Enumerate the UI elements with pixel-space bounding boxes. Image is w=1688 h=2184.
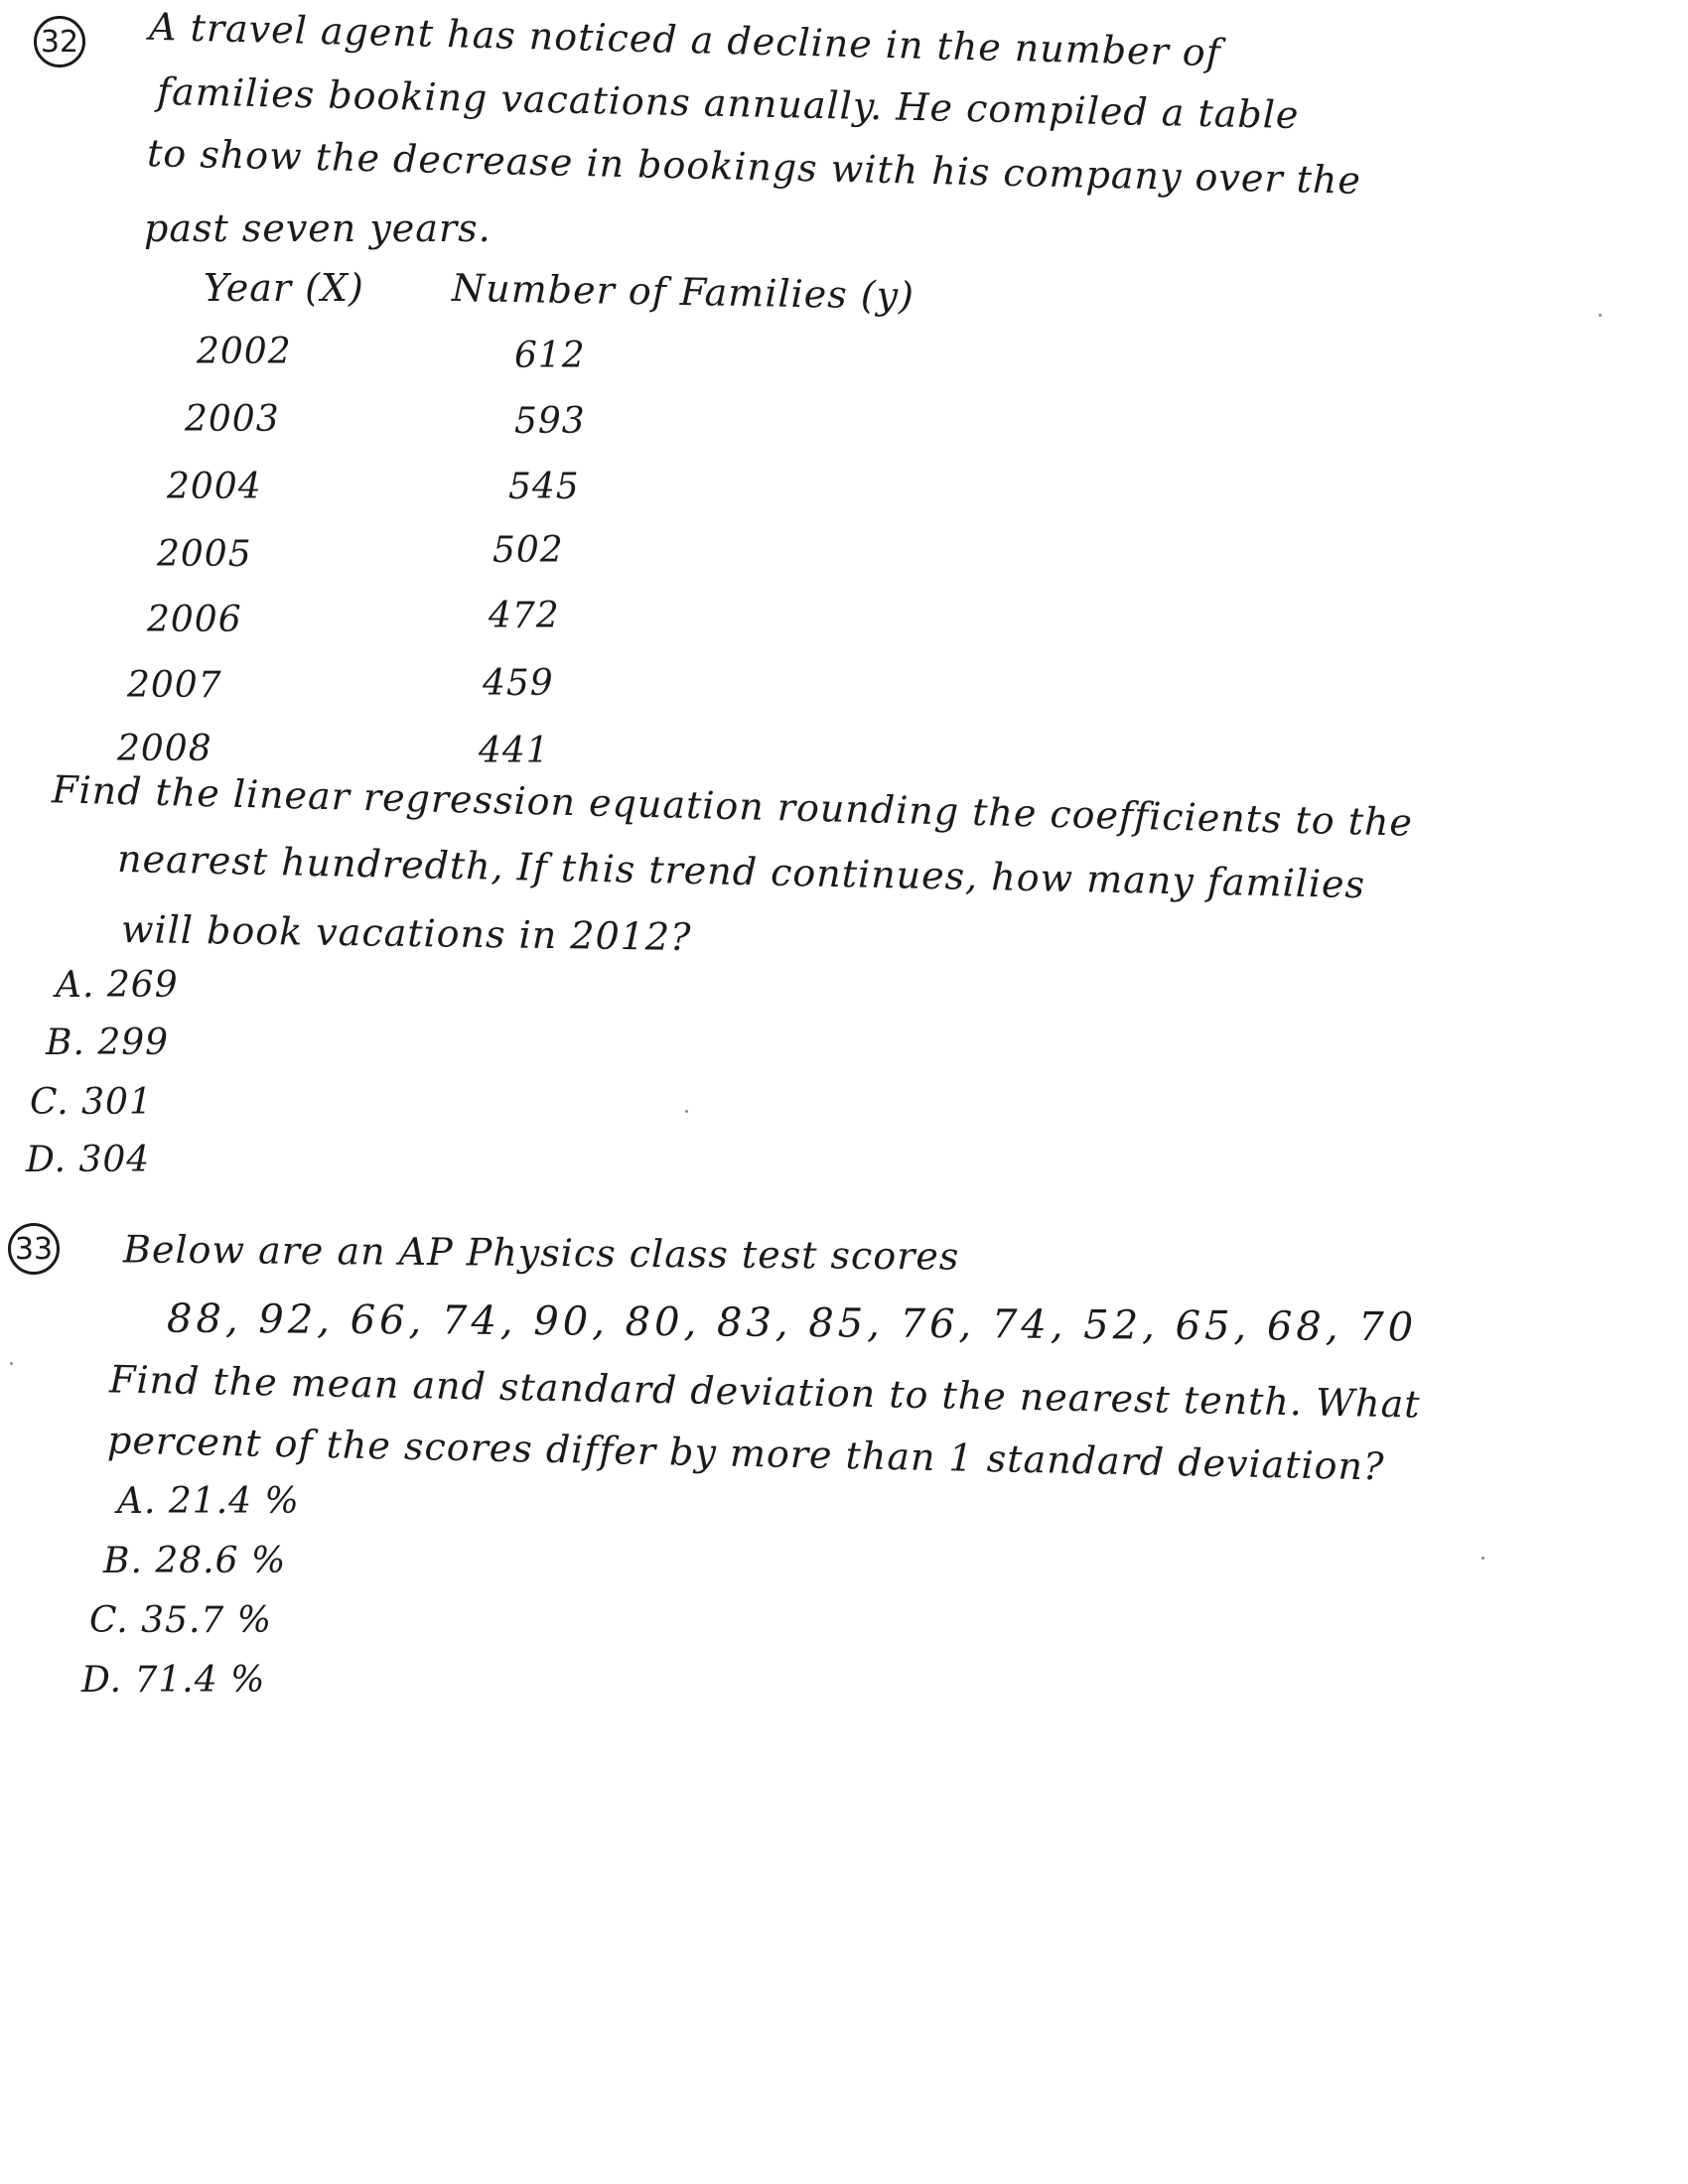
table-families-cell: 472 [489, 596, 560, 636]
q33-scores-list: 88, 92, 66, 74, 90, 80, 83, 85, 76, 74, 52, 65, 68, 70 [166, 1296, 1418, 1351]
table-families-cell: 441 [479, 731, 550, 771]
table-year-cell: 2004 [167, 467, 262, 507]
q32-choice-d: D. 304 [26, 1140, 151, 1180]
q33-choice-c: C. 35.7 % [89, 1600, 272, 1641]
table-families-cell: 502 [492, 530, 564, 571]
table-header-year: Year (X) [204, 266, 364, 310]
q33-question-line-2: percent of the scores differ by more than 1 standard deviation? [106, 1418, 1385, 1489]
table-year-cell: 2008 [117, 729, 212, 769]
table-year-cell: 2006 [147, 600, 242, 640]
q32-choice-a: A. 269 [56, 965, 179, 1006]
q32-question-line-2: nearest hundredth, If this trend continues, how many families [116, 836, 1366, 907]
question-32-number [34, 16, 85, 68]
question-33-number-text: 33 [14, 1231, 54, 1267]
q33-choice-a: A. 21.4 % [117, 1481, 300, 1522]
q32-choice-c: C. 301 [30, 1082, 153, 1123]
q33-question-line-1: Find the mean and standard deviation to the nearest tenth. What [108, 1357, 1421, 1427]
q33-choice-d: D. 71.4 % [81, 1660, 266, 1701]
table-year-cell: 2005 [157, 534, 252, 575]
q32-question-line-1: Find the linear regression equation rounding the coefficients to the [51, 767, 1414, 845]
scan-speck [1599, 314, 1602, 317]
table-header-families: Number of Families (y) [451, 265, 915, 319]
q32-stem-line-4: past seven years. [144, 206, 492, 250]
q32-stem-line-1: A travel agent has noticed a decline in the number of [148, 4, 1222, 75]
scan-speck [685, 1110, 688, 1113]
scan-speck [10, 1362, 13, 1365]
question-32-number-text: 32 [40, 24, 79, 60]
table-families-cell: 459 [483, 663, 554, 704]
question-33-number [8, 1223, 60, 1275]
q32-choice-b: B. 299 [46, 1023, 170, 1063]
table-year-cell: 2003 [185, 399, 280, 440]
q32-stem-line-3: to show the decrease in bookings with his company over the [146, 131, 1362, 203]
table-families-cell: 593 [514, 401, 586, 442]
table-families-cell: 612 [514, 336, 586, 376]
scan-speck [1481, 1557, 1484, 1560]
q32-question-line-3: will book vacations in 2012? [120, 906, 692, 960]
q33-choice-b: B. 28.6 % [103, 1541, 287, 1581]
table-year-cell: 2007 [127, 665, 222, 706]
table-families-cell: 545 [508, 467, 580, 507]
table-year-cell: 2002 [197, 332, 292, 372]
q33-intro: Below are an AP Physics class test scores [122, 1227, 960, 1279]
q32-stem-line-2: families booking vacations annually. He compiled a table [156, 68, 1300, 138]
